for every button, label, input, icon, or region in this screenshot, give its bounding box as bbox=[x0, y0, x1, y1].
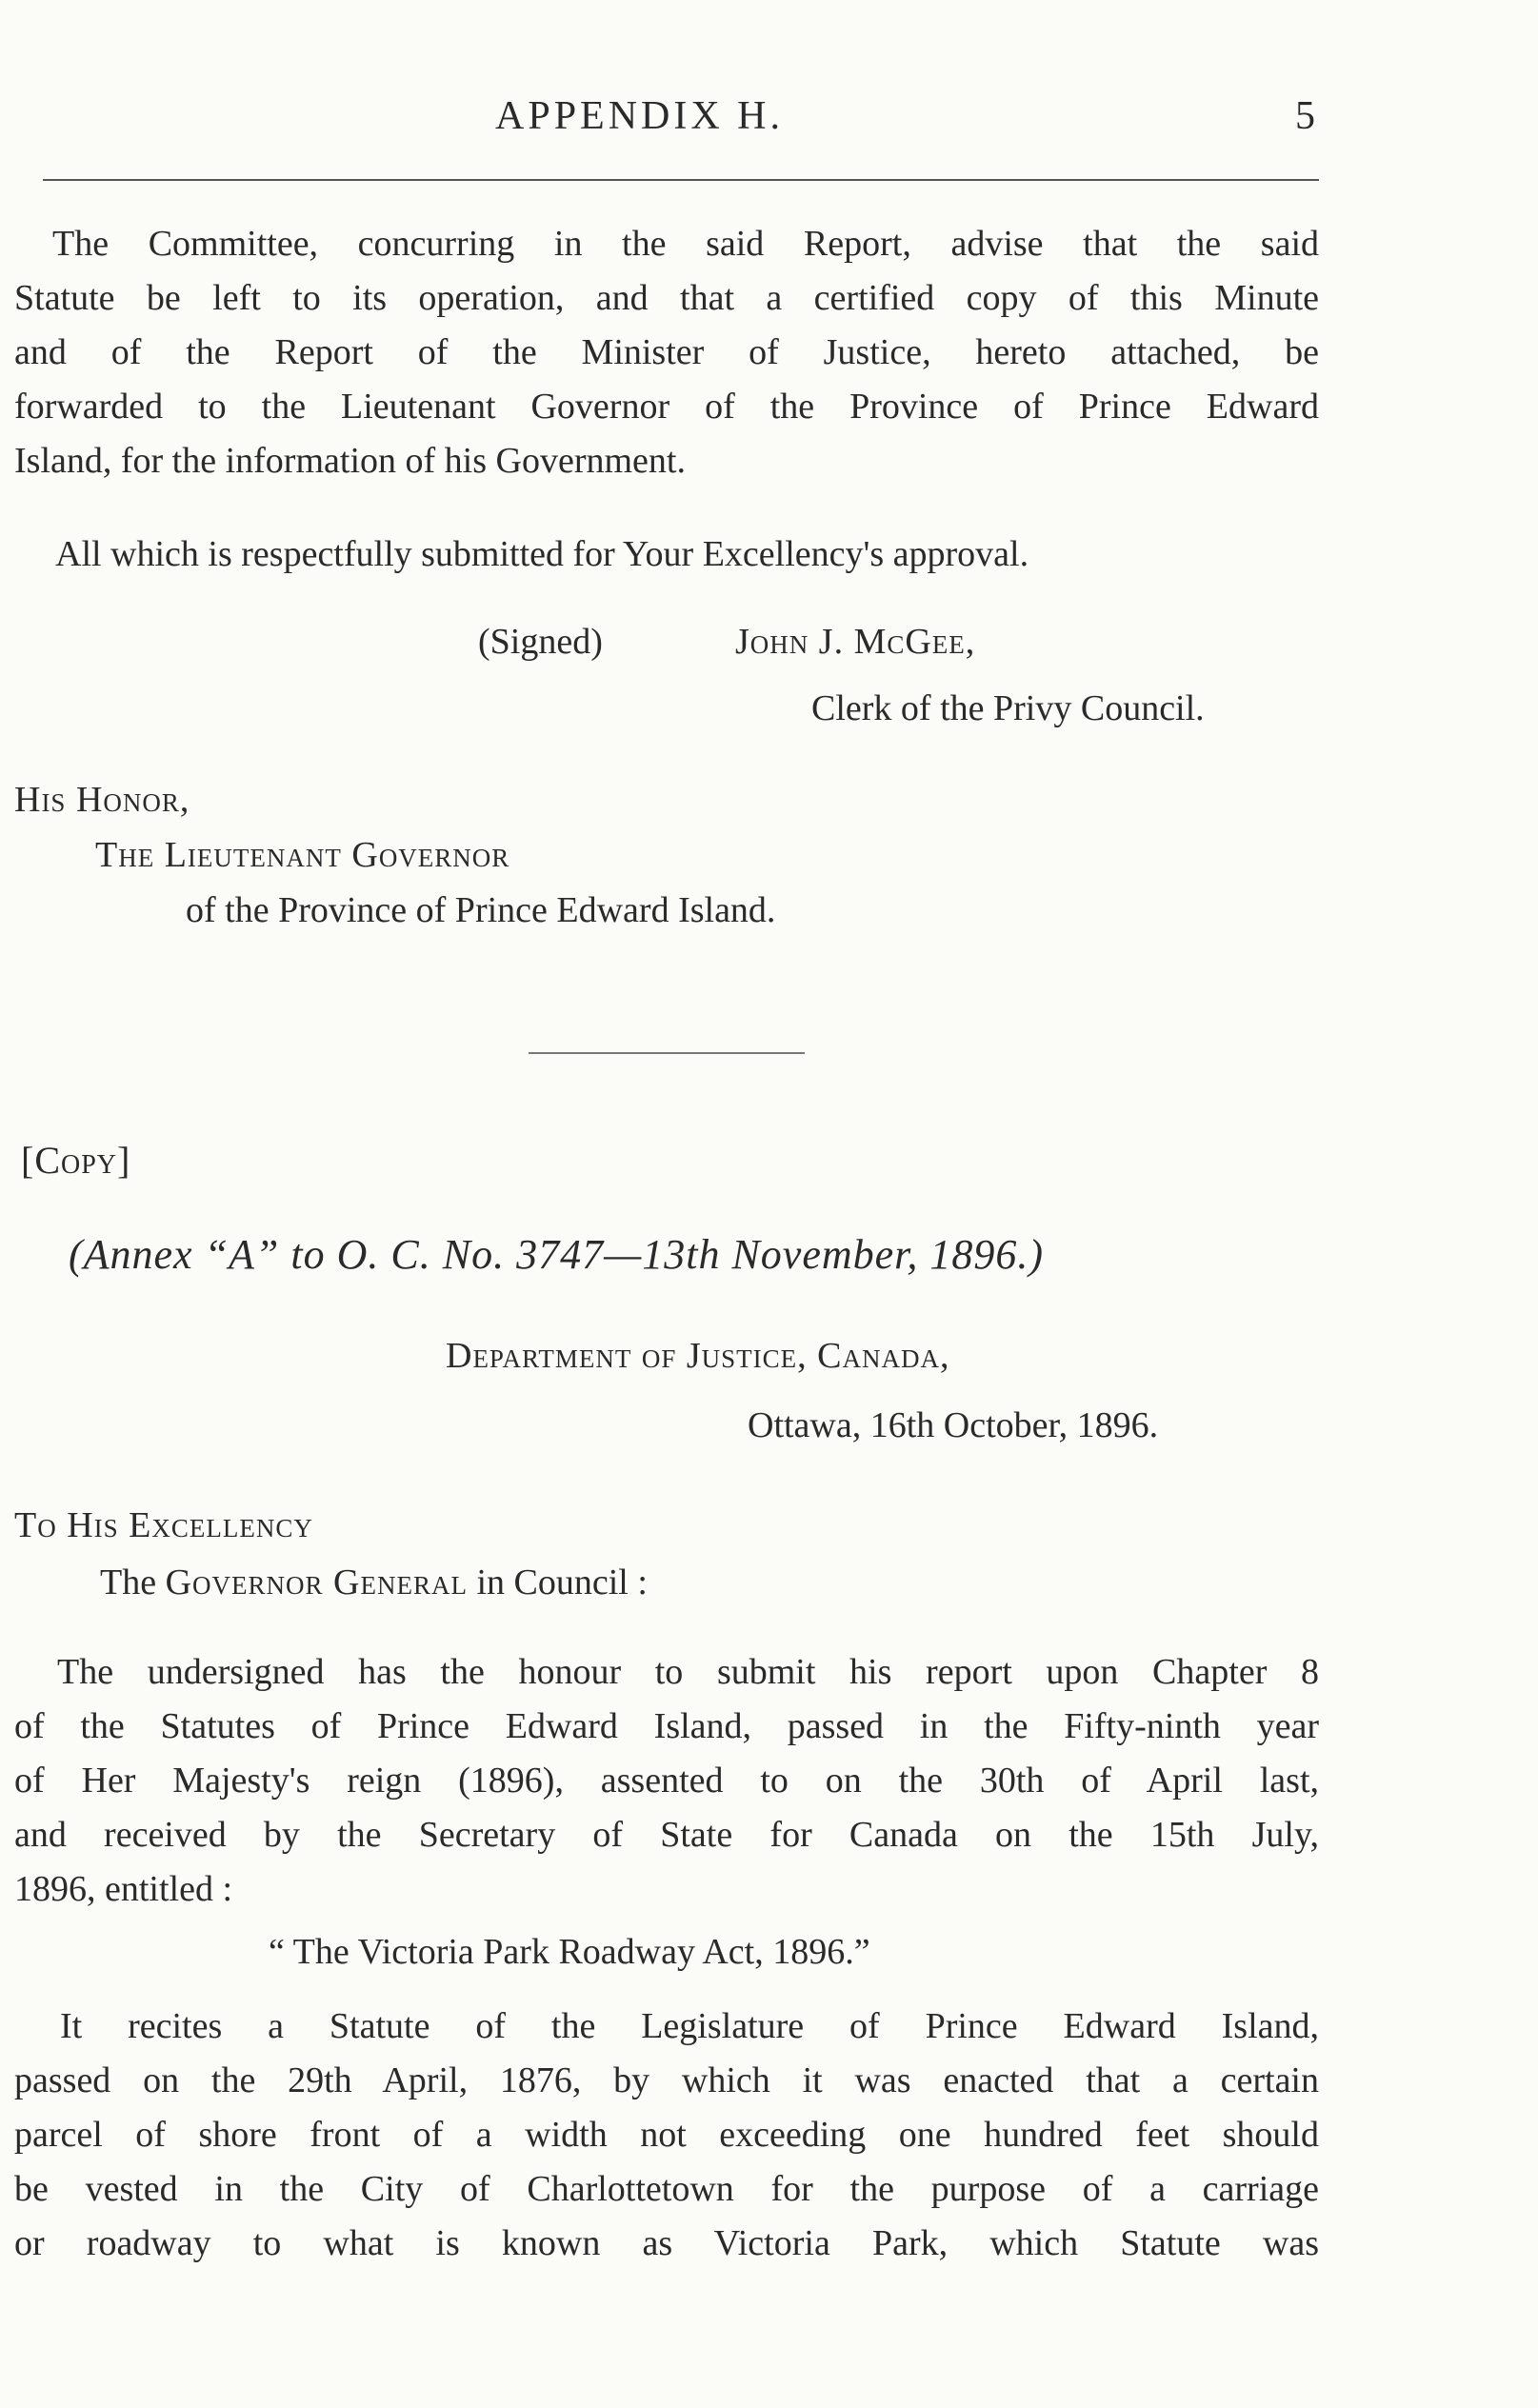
signer-title: Clerk of the Privy Council. bbox=[811, 688, 1205, 728]
salutation-suffix: in Council : bbox=[467, 1562, 648, 1602]
committee-line-5: Island, for the information of his Government. bbox=[14, 441, 686, 481]
recital-line-5: or roadway to what is known as Victoria Park, which Statute was bbox=[14, 2223, 1319, 2263]
addressee-line-1: His Honor, bbox=[14, 780, 190, 820]
section-divider bbox=[529, 1052, 805, 1054]
report-line-1: The undersigned has the honour to submit his report upon Chapter 8 bbox=[57, 1652, 1319, 1692]
report-line-5: 1896, entitled : bbox=[14, 1869, 233, 1909]
report-line-4: and received by the Secretary of State for Canada on the 15th July, bbox=[14, 1815, 1319, 1855]
act-title: “ The Victoria Park Roadway Act, 1896.” bbox=[269, 1932, 870, 1972]
committee-paragraph bbox=[14, 217, 1319, 488]
place-date: Ottawa, 16th October, 1896. bbox=[748, 1405, 1159, 1445]
signed-label: (Signed) bbox=[478, 622, 603, 662]
salutation-line-1: To His Excellency bbox=[14, 1505, 313, 1545]
recital-paragraph bbox=[14, 2000, 1319, 2271]
submission-line: All which is respectfully submitted for Your Excellency's approval. bbox=[55, 534, 1029, 574]
report-paragraph bbox=[14, 1645, 1319, 1917]
committee-line-2: Statute be left to its operation, and that a certified copy of this Minute bbox=[14, 278, 1319, 318]
recital-line-3: parcel of shore front of a width not exceeding one hundred feet should bbox=[14, 2115, 1319, 2155]
committee-line-3: and of the Report of the Minister of Justice, hereto attached, be bbox=[14, 332, 1319, 372]
salutation-prefix: The bbox=[100, 1562, 166, 1602]
recital-line-4: be vested in the City of Charlottetown for the purpose of a carriage bbox=[14, 2169, 1319, 2209]
committee-line-1: The Committee, concurring in the said Report, advise that the said bbox=[52, 224, 1319, 264]
addressee-line-3: of the Province of Prince Edward Island. bbox=[186, 890, 776, 930]
recital-line-2: passed on the 29th April, 1876, by which it was enacted that a certain bbox=[14, 2060, 1319, 2100]
recital-line-1: It recites a Statute of the Legislature of Prince Edward Island, bbox=[60, 2006, 1319, 2046]
copy-label: [Copy] bbox=[21, 1139, 131, 1182]
addressee-line-2: The Lieutenant Governor bbox=[95, 835, 510, 875]
report-line-2: of the Statutes of Prince Edward Island, passed in the Fifty-ninth year bbox=[14, 1706, 1319, 1746]
page-number: 5 bbox=[1295, 94, 1315, 138]
signer-name: John J. McGee, bbox=[735, 622, 976, 662]
report-line-3: of Her Majesty's reign (1896), assented to on the 30th of April last, bbox=[14, 1761, 1319, 1801]
committee-line-4: forwarded to the Lieutenant Governor of the Province of Prince Edward bbox=[14, 387, 1319, 427]
salutation-line-2 bbox=[100, 1562, 648, 1603]
salutation-office: Governor General bbox=[165, 1562, 468, 1602]
header-rule bbox=[43, 179, 1319, 181]
annex-line: (Annex “A” to O. C. No. 3747—13th November, 1896.) bbox=[69, 1231, 1045, 1278]
department-heading: Department of Justice, Canada, bbox=[446, 1336, 950, 1376]
running-header: APPENDIX H. bbox=[495, 94, 785, 138]
